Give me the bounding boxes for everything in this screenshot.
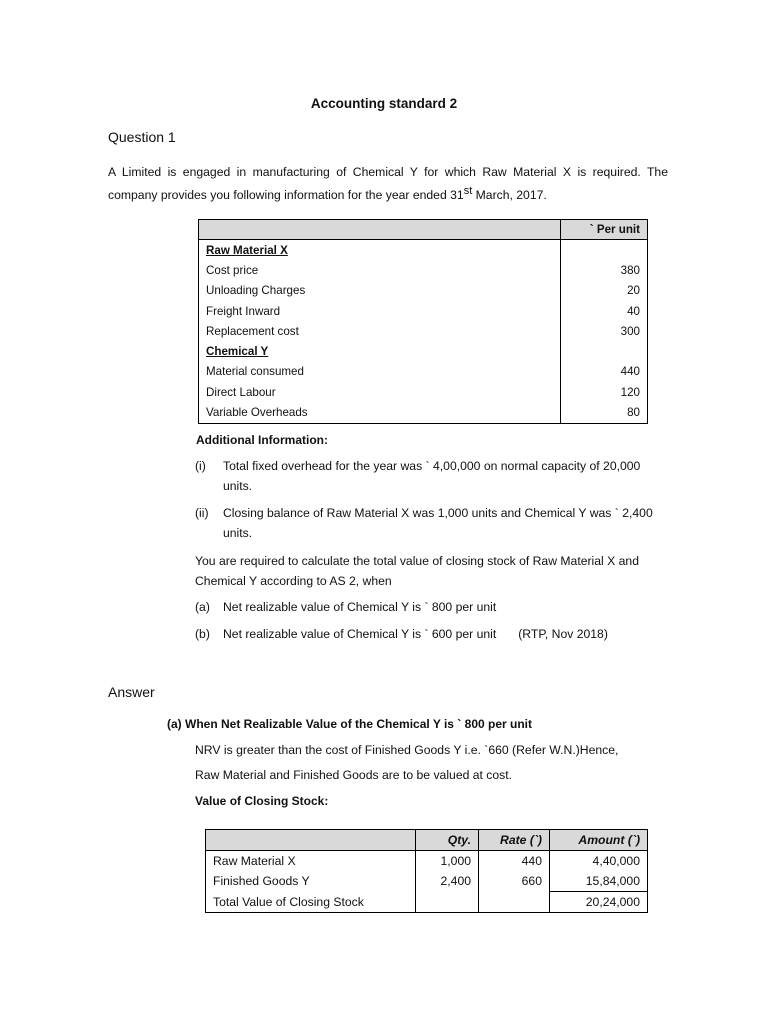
- table-row: Finished Goods Y 2,400 660 15,84,000: [206, 871, 648, 892]
- case-b: (b) Net realizable value of Chemical Y is ` 600 per unit (RTP, Nov 2018): [195, 627, 608, 641]
- table-row: Variable Overheads 80: [199, 402, 648, 423]
- answer-subheading: (a) When Net Realizable Value of the Chemical Y is ` 800 per unit: [167, 717, 532, 731]
- closing-stock-table: [205, 829, 648, 913]
- table-row: Direct Labour 120: [199, 382, 648, 402]
- additional-item-2: (ii) Closing balance of Raw Material X was 1,000 units and Chemical Y was ` 2,400: [195, 506, 653, 520]
- table-row: Freight Inward 40: [199, 301, 648, 321]
- additional-item-1: (i) Total fixed overhead for the year was ` 4,00,000 on normal capacity of 20,000: [195, 459, 641, 473]
- table-row: Replacement cost 300: [199, 321, 648, 341]
- qty-header: Qty.: [416, 830, 479, 851]
- intro-paragraph: A Limited is engaged in manufacturing of Chemical Y for which Raw Material X is required. The company provides you following information for the year ended 31st March, 2017.: [108, 165, 668, 202]
- table-row: Material consumed 440: [199, 362, 648, 382]
- total-amount: 20,24,000: [550, 892, 648, 913]
- additional-item-1-cont: units.: [223, 479, 253, 493]
- additional-item-2-cont: units.: [223, 526, 253, 540]
- case-a: (a) Net realizable value of Chemical Y is ` 800 per unit: [195, 600, 497, 614]
- info-table: [198, 219, 648, 424]
- requirement-text: You are required to calculate the total value of closing stock of Raw Material X and Chemical Y according to AS 2, when: [195, 554, 639, 588]
- answer-heading: Answer: [108, 684, 155, 700]
- question-heading: Question 1: [108, 129, 176, 145]
- info-table-header: [199, 220, 648, 240]
- additional-info-heading: Additional Information:: [196, 433, 328, 447]
- per-unit-header: ` Per unit: [561, 220, 648, 240]
- case-b-reference: (RTP, Nov 2018): [518, 627, 608, 641]
- page-title: Accounting standard 2: [310, 96, 458, 111]
- table-row: Raw Material X 1,000 440 4,40,000: [206, 851, 648, 872]
- amount-header: Amount (`): [550, 830, 648, 851]
- table-row: Raw Material X: [199, 240, 648, 261]
- closing-stock-header: [206, 830, 648, 851]
- closing-stock-heading: Value of Closing Stock:: [195, 794, 329, 808]
- total-row: Total Value of Closing Stock 20,24,000: [206, 892, 648, 913]
- table-row: Chemical Y: [199, 341, 648, 361]
- table-row: Cost price 380: [199, 260, 648, 280]
- rate-header: Rate (`): [479, 830, 550, 851]
- table-row: Unloading Charges 20: [199, 281, 648, 301]
- answer-line-1: NRV is greater than the cost of Finished Goods Y i.e. `660 (Refer W.N.)Hence,: [195, 743, 619, 757]
- answer-line-2: Raw Material and Finished Goods are to be valued at cost.: [195, 768, 513, 782]
